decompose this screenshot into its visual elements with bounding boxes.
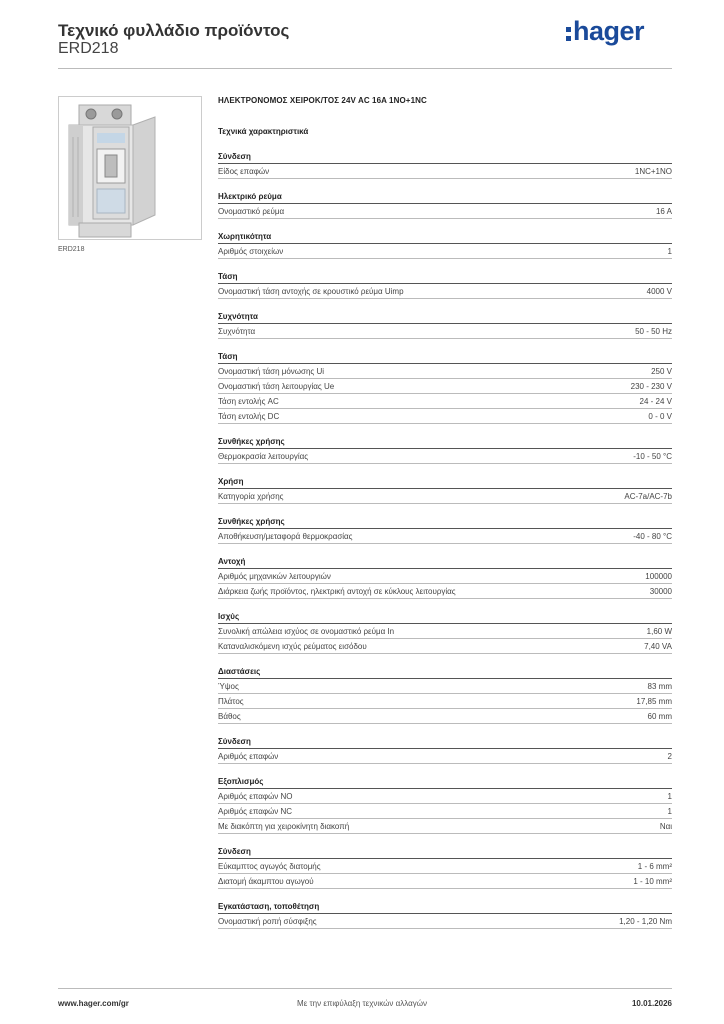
spec-group-title: Τάση — [218, 351, 672, 364]
spec-group — [218, 191, 672, 219]
spec-label: Συχνότητα — [218, 327, 256, 336]
spec-group-title: Συνθήκες χρήσης — [218, 436, 672, 449]
spec-group — [218, 516, 672, 544]
product-name: ΗΛΕΚΤΡΟΝΟΜΟΣ ΧΕΙΡΟΚ/ΤΟΣ 24V AC 16A 1NO+1NC — [218, 96, 427, 105]
spec-value: Ναι — [659, 822, 672, 831]
spec-row — [218, 165, 672, 179]
spec-label: Τάση εντολής AC — [218, 397, 279, 406]
spec-label: Διάρκεια ζωής προϊόντος, ηλεκτρική αντοχή σε κύκλους λειτουργίας — [218, 587, 456, 596]
spec-label: Πλάτος — [218, 697, 244, 706]
spec-row — [218, 680, 672, 694]
spec-value: 1 — [667, 807, 672, 816]
spec-label: Ονομαστική τάση αντοχής σε κρουστικό ρεύμα Uimp — [218, 287, 404, 296]
spec-label: Αριθμός επαφών NC — [218, 807, 293, 816]
spec-value: 1 — [667, 247, 672, 256]
spec-value: 4000 V — [646, 287, 672, 296]
footer-divider — [58, 988, 672, 989]
spec-value: 1,20 - 1,20 Nm — [619, 917, 672, 926]
footer-website[interactable]: www.hager.com/gr — [58, 999, 129, 1008]
spec-value: 50 - 50 Hz — [635, 327, 672, 336]
spec-row — [218, 570, 672, 584]
spec-label: Εύκαμπτος αγωγός διατομής — [218, 862, 321, 871]
product-code: ERD218 — [58, 40, 119, 57]
spec-group-title: Σύνδεση — [218, 151, 672, 164]
logo-colon-icon — [566, 27, 571, 41]
spec-group — [218, 271, 672, 299]
spec-label: Καταναλισκόμενη ισχύς ρεύματος εισόδου — [218, 642, 367, 651]
spec-label: Διατομή άκαμπτου αγωγού — [218, 877, 314, 886]
spec-group — [218, 556, 672, 599]
header-divider — [58, 68, 672, 69]
spec-heading: Τεχνικά χαρακτηριστικά — [218, 127, 309, 136]
spec-label: Κατηγορία χρήσης — [218, 492, 284, 501]
spec-row — [218, 710, 672, 724]
spec-group — [218, 231, 672, 259]
spec-label: Θερμοκρασία λειτουργίας — [218, 452, 309, 461]
spec-label: Τάση εντολής DC — [218, 412, 280, 421]
spec-value: 1 - 6 mm² — [637, 862, 672, 871]
spec-group-title: Συχνότητα — [218, 311, 672, 324]
spec-groups — [218, 151, 672, 929]
spec-group-title: Τάση — [218, 271, 672, 284]
spec-row — [218, 380, 672, 394]
spec-row — [218, 530, 672, 544]
spec-group-title: Διαστάσεις — [218, 666, 672, 679]
spec-row — [218, 625, 672, 639]
spec-value: 16 A — [655, 207, 672, 216]
spec-label: Αριθμός στοιχείων — [218, 247, 284, 256]
spec-label: Ονομαστική τάση λειτουργίας Ue — [218, 382, 335, 391]
spec-row — [218, 860, 672, 874]
spec-row — [218, 695, 672, 709]
spec-label: Ονομαστική ροπή σύσφιξης — [218, 917, 317, 926]
spec-row — [218, 805, 672, 819]
spec-row — [218, 245, 672, 259]
spec-label: Αποθήκευση/μεταφορά θερμοκρασίας — [218, 532, 353, 541]
spec-label: Συνολική απώλεια ισχύος σε ονομαστικό ρεύμα In — [218, 627, 395, 636]
spec-row — [218, 395, 672, 409]
spec-value: 1NC+1NO — [634, 167, 672, 176]
spec-label: Βάθος — [218, 712, 241, 721]
spec-group — [218, 736, 672, 764]
spec-group-title: Εγκατάσταση, τοποθέτηση — [218, 901, 672, 914]
spec-value: 1 — [667, 792, 672, 801]
spec-value: 1 - 10 mm² — [633, 877, 672, 886]
spec-value: -10 - 50 °C — [633, 452, 672, 461]
spec-row — [218, 450, 672, 464]
spec-label: Ονομαστικό ρεύμα — [218, 207, 285, 216]
spec-group — [218, 436, 672, 464]
spec-label: Αριθμός επαφών NO — [218, 792, 293, 801]
spec-row — [218, 585, 672, 599]
spec-label: Είδος επαφών — [218, 167, 270, 176]
spec-value: 7,40 VA — [644, 642, 672, 651]
spec-group — [218, 476, 672, 504]
spec-group — [218, 311, 672, 339]
spec-row — [218, 820, 672, 834]
spec-group-title: Εξοπλισμός — [218, 776, 672, 789]
spec-value: 83 mm — [647, 682, 672, 691]
spec-group-title: Χωρητικότητα — [218, 231, 672, 244]
spec-value: 17,85 mm — [636, 697, 672, 706]
hager-logo — [566, 16, 644, 46]
document-title: Τεχνικό φυλλάδιο προϊόντος — [58, 21, 290, 40]
spec-row — [218, 410, 672, 424]
spec-row — [218, 790, 672, 804]
spec-group — [218, 611, 672, 654]
spec-value: 0 - 0 V — [648, 412, 672, 421]
footer-date: 10.01.2026 — [631, 999, 672, 1008]
spec-label: Ύψος — [218, 682, 239, 691]
spec-group — [218, 151, 672, 179]
spec-content — [218, 96, 672, 929]
spec-value: AC-7a/AC-7b — [624, 492, 672, 501]
spec-value: 2 — [667, 752, 672, 761]
spec-group — [218, 351, 672, 424]
spec-group-title: Σύνδεση — [218, 736, 672, 749]
spec-group — [218, 846, 672, 889]
modular-relay-illustration — [59, 97, 201, 239]
spec-group-title: Ισχύς — [218, 611, 672, 624]
spec-group-title: Ηλεκτρικό ρεύμα — [218, 191, 672, 204]
spec-value: 1,60 W — [646, 627, 672, 636]
spec-value: -40 - 80 °C — [633, 532, 672, 541]
spec-group-title: Χρήση — [218, 476, 672, 489]
spec-group — [218, 901, 672, 929]
logo-text: hager — [573, 16, 645, 46]
spec-row — [218, 205, 672, 219]
spec-group — [218, 666, 672, 724]
spec-group-title: Αντοχή — [218, 556, 672, 569]
footer-notice: Με την επιφύλαξη τεχνικών αλλαγών — [297, 999, 427, 1008]
product-image — [58, 96, 202, 240]
spec-label: Ονομαστική τάση μόνωσης Ui — [218, 367, 325, 376]
spec-value: 100000 — [645, 572, 672, 581]
spec-value: 230 - 230 V — [630, 382, 672, 391]
image-caption: ERD218 — [58, 246, 85, 253]
spec-row — [218, 750, 672, 764]
spec-row — [218, 915, 672, 929]
spec-group-title: Συνθήκες χρήσης — [218, 516, 672, 529]
spec-row — [218, 285, 672, 299]
spec-group — [218, 776, 672, 834]
spec-value: 250 V — [651, 367, 672, 376]
spec-label: Αριθμός επαφών — [218, 752, 279, 761]
spec-label: Με διακόπτη για χειροκίνητη διακοπή — [218, 822, 350, 831]
spec-row — [218, 325, 672, 339]
spec-row — [218, 640, 672, 654]
spec-label: Αριθμός μηχανικών λειτουργιών — [218, 572, 331, 581]
spec-group-title: Σύνδεση — [218, 846, 672, 859]
spec-value: 30000 — [649, 587, 672, 596]
spec-value: 24 - 24 V — [639, 397, 672, 406]
spec-row — [218, 490, 672, 504]
spec-row — [218, 365, 672, 379]
spec-value: 60 mm — [647, 712, 672, 721]
spec-row — [218, 875, 672, 889]
